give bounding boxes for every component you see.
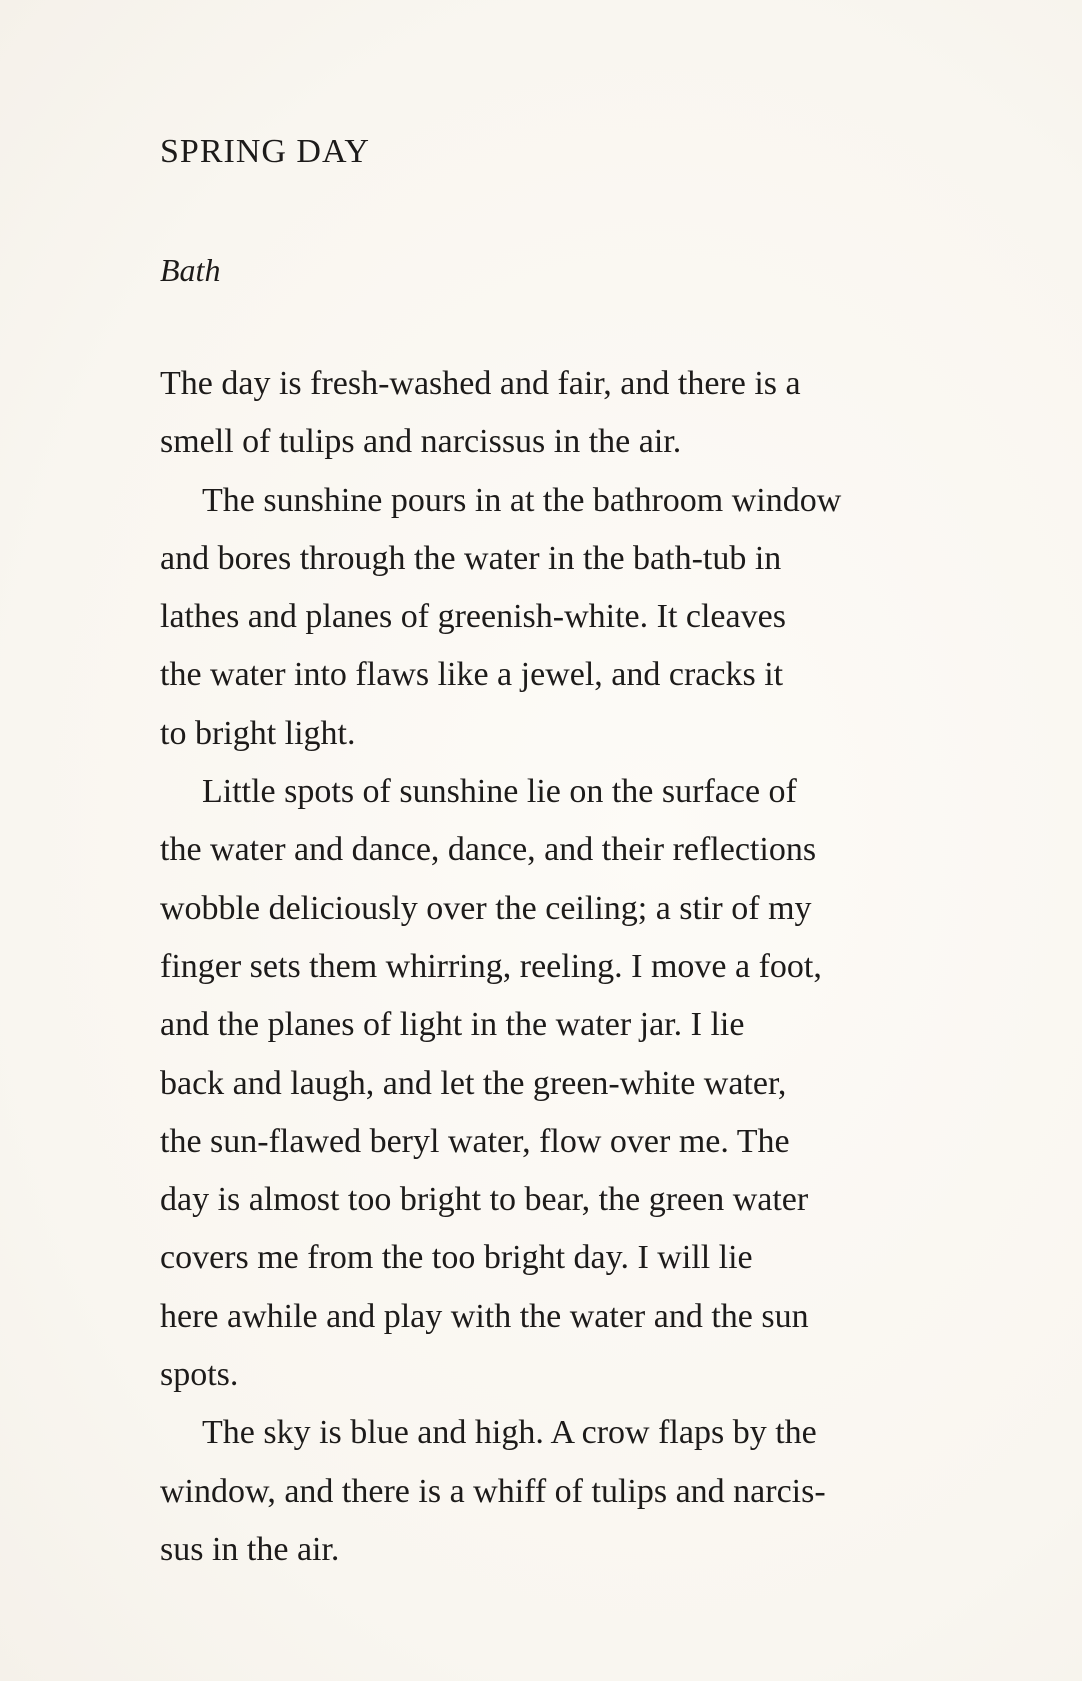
text-line: and bores through the water in the bath-tub in: [160, 539, 782, 577]
text-line: finger sets them whirring, reeling. I move a foot,: [160, 947, 822, 985]
text-line: to bright light.: [160, 714, 356, 752]
text-line: the water into flaws like a jewel, and cracks it: [160, 656, 784, 694]
text-line: the water and dance, dance, and their reflections: [160, 831, 817, 869]
text-line: covers me from the too bright day. I will lie: [160, 1239, 753, 1277]
section-subtitle: Bath: [160, 252, 221, 288]
poem-title: SPRING DAY: [160, 133, 370, 170]
text-line: here awhile and play with the water and the sun: [160, 1297, 809, 1335]
text-line: day is almost too bright to bear, the green water: [160, 1181, 809, 1219]
text-line: window, and there is a whiff of tulips and narcis-: [160, 1472, 826, 1510]
text-line: the sun-flawed beryl water, flow over me. The: [160, 1122, 790, 1160]
text-line: lathes and planes of greenish-white. It cleaves: [160, 598, 786, 636]
text-line: smell of tulips and narcissus in the air.: [160, 423, 682, 461]
text-line: wobble deliciously over the ceiling; a stir of my: [160, 889, 812, 927]
text-line: spots.: [160, 1356, 239, 1394]
text-line: The day is fresh-washed and fair, and there is a: [160, 365, 801, 402]
poem-body: [160, 355, 950, 1579]
text-line: and the planes of light in the water jar. I lie: [160, 1006, 745, 1044]
text-line: The sunshine pours in at the bathroom window: [202, 481, 842, 519]
text-line: sus in the air.: [160, 1530, 340, 1568]
text-line: The sky is blue and high. A crow flaps by the: [202, 1414, 817, 1452]
text-line: back and laugh, and let the green-white water,: [160, 1064, 787, 1102]
text-line: Little spots of sunshine lie on the surface of: [202, 773, 797, 811]
